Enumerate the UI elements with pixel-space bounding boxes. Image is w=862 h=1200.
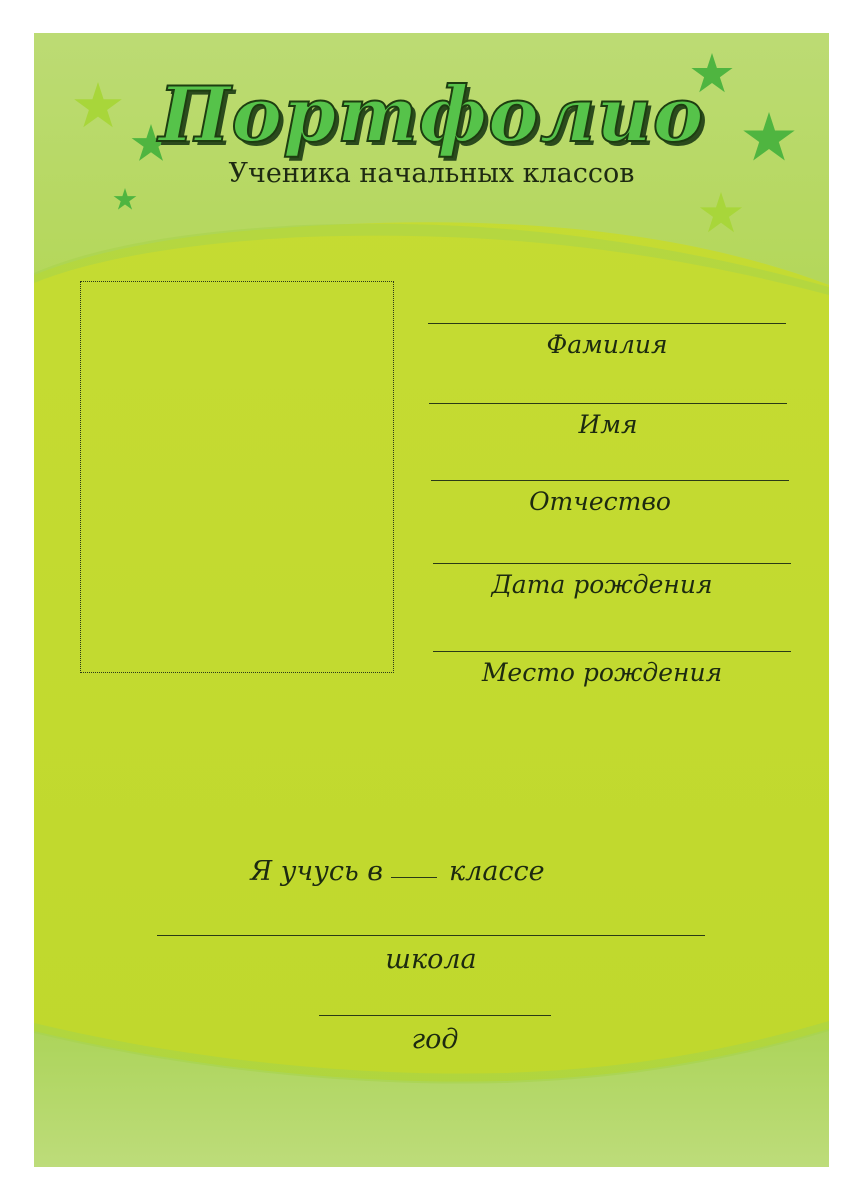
birth-date-line xyxy=(433,563,791,564)
class-prefix: Я учусь в xyxy=(250,856,383,887)
name-line xyxy=(429,403,787,404)
year-label: год xyxy=(411,1024,459,1055)
class-line xyxy=(34,858,795,885)
school-label: школа xyxy=(385,944,477,975)
portfolio-subtitle: Ученика начальных классов xyxy=(228,158,635,189)
patronymic-label: Отчество xyxy=(529,487,671,516)
portfolio-cover xyxy=(34,33,829,1167)
class-suffix: классе xyxy=(449,856,545,887)
year-line xyxy=(319,1015,551,1016)
portfolio-title: Портфолио xyxy=(158,70,705,159)
school-line xyxy=(157,935,705,936)
name-label: Имя xyxy=(578,410,638,439)
birth-date-label: Дата рождения xyxy=(491,570,713,599)
surname-line xyxy=(428,323,786,324)
star-icon xyxy=(114,188,137,210)
photo-placeholder xyxy=(80,281,394,673)
birth-place-line xyxy=(433,651,791,652)
surname-label: Фамилия xyxy=(546,330,668,359)
birth-place-label: Место рождения xyxy=(481,658,723,687)
patronymic-line xyxy=(431,480,789,481)
star-icon xyxy=(700,192,742,232)
class-number-blank xyxy=(391,876,437,878)
